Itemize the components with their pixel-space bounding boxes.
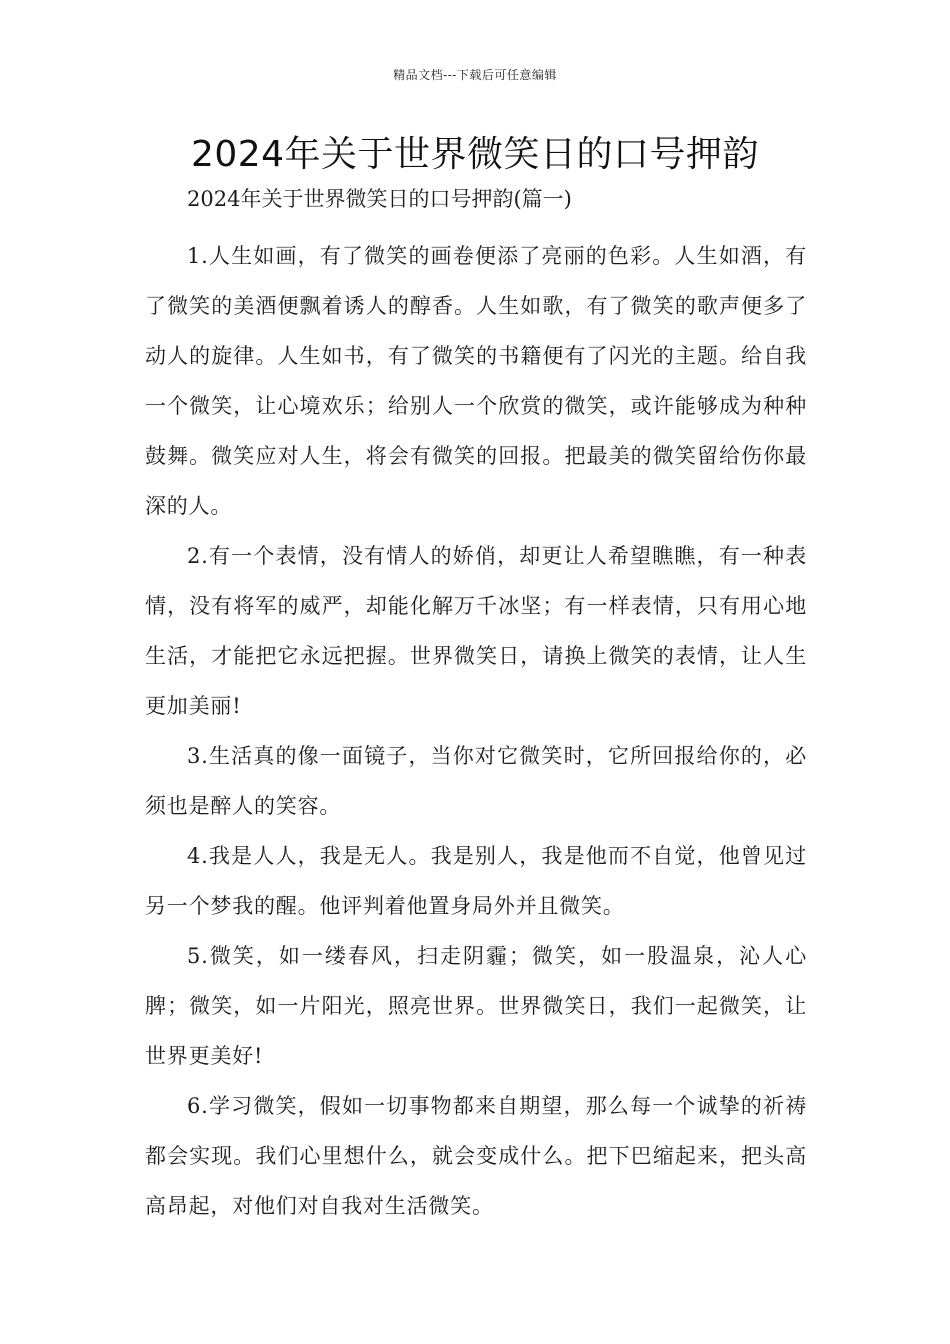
document-body [145, 181, 807, 1231]
paragraph-5: 5.微笑，如一缕春风，扫走阴霾；微笑，如一股温泉，沁人心脾；微笑，如一片阳光，照亮世界。世界微笑日，我们一起微笑，让世界更美好! [145, 944, 807, 1068]
section-subtitle: 2024年关于世界微笑日的口号押韵(篇一) [187, 187, 572, 211]
paragraph-3: 3.生活真的像一面镜子，当你对它微笑时，它所回报给你的，必须也是醉人的笑容。 [145, 744, 807, 818]
paragraph-6: 6.学习微笑，假如一切事物都来自期望，那么每一个诚挚的祈祷都会实现。我们心里想什么，就会变成什么。把下巴缩起来，把头高高昂起，对他们对自我对生活微笑。 [145, 1094, 807, 1218]
document-title: 2024年关于世界微笑日的口号押韵 [190, 134, 760, 175]
header-note: 精品文档---下载后可任意编辑 [393, 68, 557, 82]
paragraph-1: 1.人生如画，有了微笑的画卷便添了亮丽的色彩。人生如酒，有了微笑的美酒便飘着诱人的醇香。人生如歌，有了微笑的歌声便多了动人的旋律。人生如书，有了微笑的书籍便有了闪光的主题。给自我一个微笑，让心境欢乐；给别人一个欣赏的微笑，或许能够成为种种鼓舞。微笑应对人生，将会有微笑的回报。把最美的微笑留给伤你最深的人。 [145, 244, 807, 518]
paragraph-4: 4.我是人人，我是无人。我是别人，我是他而不自觉，他曾见过另一个梦我的醒。他评判着他置身局外并且微笑。 [145, 844, 807, 918]
paragraph-2: 2.有一个表情，没有情人的娇俏，却更让人希望瞧瞧，有一种表情，没有将军的威严，却能化解万千冰坚；有一样表情，只有用心地生活，才能把它永远把握。世界微笑日，请换上微笑的表情，让人生更加美丽! [145, 544, 807, 718]
